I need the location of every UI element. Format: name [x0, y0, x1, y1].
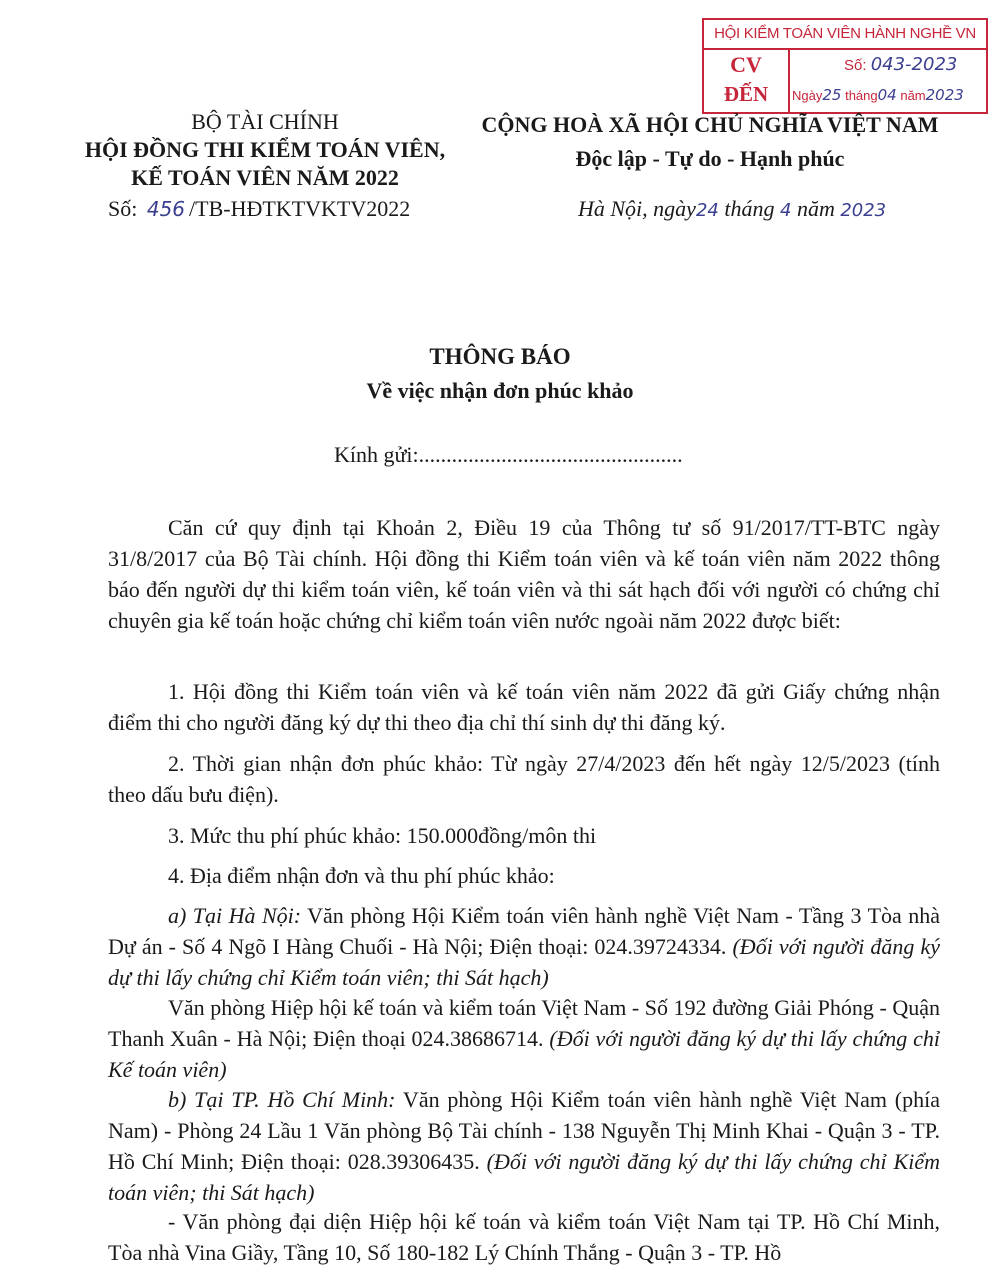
- paragraph-item-3: [108, 820, 940, 851]
- stamp-cv: CV: [730, 52, 762, 77]
- stamp-month-label: tháng: [845, 88, 878, 103]
- issuer-block: [60, 108, 470, 192]
- paragraph-hcmc-2: [108, 1206, 940, 1268]
- issue-date: [578, 196, 886, 222]
- stamp-den: ĐẾN: [723, 82, 769, 106]
- hanoi-body: Văn phòng Hội Kiểm toán viên hành nghề Việt Nam - Tầng 3 Tòa nhà Dự án - Số 4 Ngõ I Hàng Chuối - Hà Nội; Điện thoại: 024.39724334.: [108, 903, 940, 959]
- national-header: [480, 108, 940, 176]
- doc-number-value: 456: [146, 197, 186, 221]
- stamp-day-value: 25: [822, 86, 842, 104]
- incoming-stamp: [702, 18, 988, 114]
- stamp-day-label: Ngày: [792, 88, 823, 103]
- date-year: 2023: [840, 200, 887, 221]
- stamp-number: [844, 54, 957, 75]
- national-motto: Độc lập - Tự do - Hạnh phúc: [575, 146, 845, 171]
- doc-number-label: Số:: [108, 196, 138, 221]
- paragraph-item-1: [108, 676, 940, 738]
- paragraph-hcmc: [108, 1084, 940, 1208]
- item-2-text: 2. Thời gian nhận đơn phúc khảo: Từ ngày 27/4/2023 đến hết ngày 12/5/2023 (tính theo dấu bưu điện).: [108, 751, 940, 807]
- council-name-line1: HỘI ĐỒNG THI KIỂM TOÁN VIÊN,: [84, 137, 446, 162]
- hcmc-2-text: - Văn phòng đại diện Hiệp hội kế toán và kiểm toán Việt Nam tại TP. Hồ Chí Minh, Tòa nhà Vina Giầy, Tầng 10, Số 180-182 Lý Chính Thắng - Quận 3 - TP. Hồ: [108, 1209, 940, 1265]
- document-title: THÔNG BÁO: [429, 344, 571, 369]
- item-1-text: 1. Hội đồng thi Kiểm toán viên và kế toán viên năm 2022 đã gửi Giấy chứng nhận điểm thi cho người đăng ký dự thi theo địa chỉ thí sinh dự thi đăng ký.: [108, 679, 940, 735]
- document-number: [108, 196, 410, 222]
- hanoi-2-note: (Đối với người đăng ký dự thi lấy chứng chỉ Kế toán viên): [108, 1026, 940, 1082]
- item-3-text: 3. Mức thu phí phúc khảo: 150.000đồng/môn thi: [168, 823, 597, 848]
- stamp-year-label: năm: [900, 88, 926, 103]
- preamble-text: Căn cứ quy định tại Khoản 2, Điều 19 của Thông tư số 91/2017/TT-BTC ngày 31/8/2017 của Bộ Tài chính. Hội đồng thi Kiểm toán viên và kế toán viên năm 2022 thông báo đến người dự thi kiểm toán viên, kế toán viên và thi sát hạch đối với người có chứng chỉ chuyên gia kế toán hoặc chứng chỉ kiểm toán viên nước ngoài năm 2022 được biết:: [108, 515, 940, 633]
- council-name-line2: KẾ TOÁN VIÊN NĂM 2022: [131, 165, 399, 190]
- hcmc-lead: b) Tại TP. Hồ Chí Minh:: [168, 1087, 396, 1112]
- republic-name: CỘNG HOÀ XÃ HỘI CHỦ NGHĨA VIỆT NAM: [481, 112, 939, 137]
- date-month: 4: [779, 200, 792, 221]
- paragraph-item-2: [108, 748, 940, 810]
- stamp-org: HỘI KIỂM TOÁN VIÊN HÀNH NGHỀ VN: [704, 20, 986, 50]
- stamp-cv-box: [704, 50, 790, 112]
- document-subtitle: Về việc nhận đơn phúc khảo: [366, 378, 634, 403]
- doc-number-suffix: /TB-HĐTKTVKTV2022: [189, 196, 411, 221]
- hcmc-body: Văn phòng Hội Kiểm toán viên hành nghề Việt Nam (phía Nam) - Phòng 24 Lầu 1 Văn phòng Bộ Tài chính - 138 Nguyễn Thị Minh Khai - Quận 3 - TP. Hồ Chí Minh; Điện thoại: 028.39306435.: [108, 1087, 940, 1174]
- paragraph-hanoi: [108, 900, 940, 993]
- paragraph-preamble: [108, 512, 940, 636]
- date-month-label: tháng: [724, 196, 775, 221]
- hanoi-2-body: Văn phòng Hiệp hội kế toán và kiểm toán Việt Nam - Số 192 đường Giải Phóng - Quận Thanh Xuân - Hà Nội; Điện thoại 024.38686714.: [108, 995, 940, 1051]
- item-4-text: 4. Địa điểm nhận đơn và thu phí phúc khảo:: [168, 863, 555, 888]
- ministry-name: BỘ TÀI CHÍNH: [191, 109, 339, 134]
- stamp-month-value: 04: [877, 86, 897, 104]
- stamp-date: [792, 86, 964, 104]
- stamp-year-value: 2023: [925, 86, 964, 104]
- stamp-number-value: 043-2023: [870, 54, 958, 75]
- date-year-label: năm: [796, 196, 835, 221]
- stamp-number-label: Số:: [844, 57, 867, 74]
- hcmc-note: (Đối với người đăng ký dự thi lấy chứng chỉ Kiểm toán viên; thi Sát hạch): [108, 1149, 940, 1205]
- date-prefix: Hà Nội, ngày: [578, 196, 696, 221]
- recipient-line: Kính gửi:................................................: [334, 442, 683, 467]
- paragraph-hanoi-2: [108, 992, 940, 1085]
- date-day: 24: [695, 200, 719, 221]
- paragraph-item-4: [108, 860, 940, 891]
- hanoi-note: (Đối với người đăng ký dự thi lấy chứng chỉ Kiểm toán viên; thi Sát hạch): [108, 934, 941, 990]
- hanoi-lead: a) Tại Hà Nội:: [168, 903, 302, 928]
